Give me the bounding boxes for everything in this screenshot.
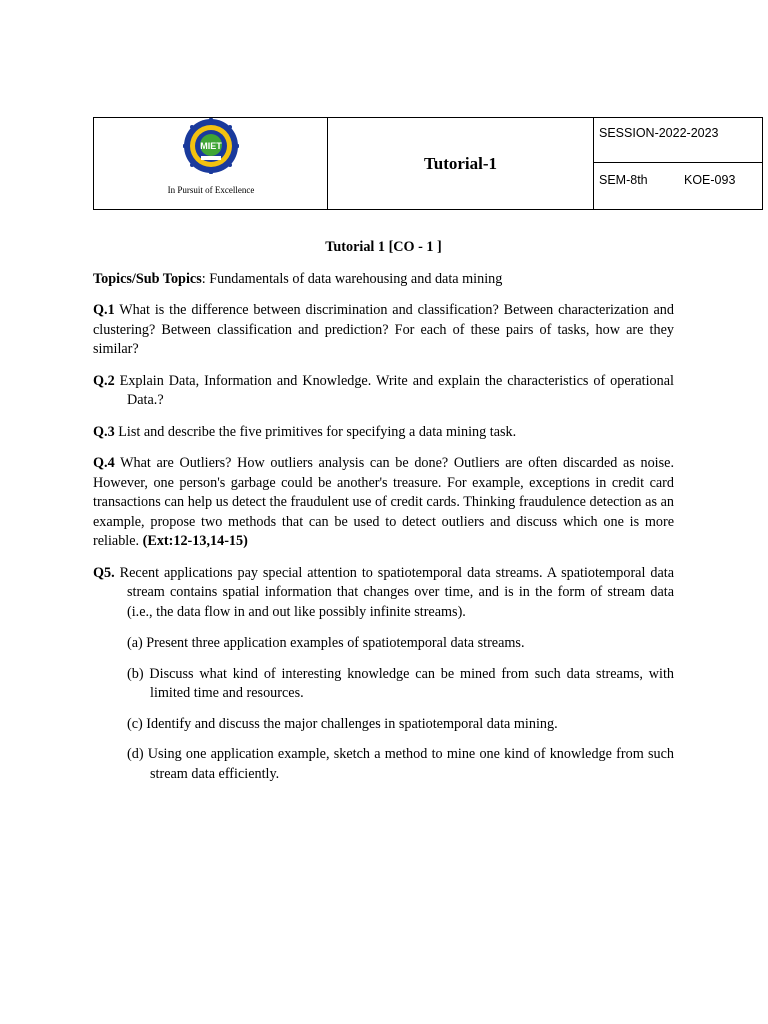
tutorial-content <box>93 238 674 795</box>
question-text: List and describe the five primitives for specifying a data mining task. <box>114 423 517 440</box>
question-5 <box>93 564 674 623</box>
logo-cell <box>94 118 328 209</box>
tutorial-heading: Tutorial 1 [CO - 1 ] <box>325 239 442 255</box>
question-text: What is the difference between discrimination and classification? Between characterization and clustering? Between classification and prediction? For each of these pairs of tasks, how are they similar? <box>93 302 674 357</box>
question-5-part-c: (c) Identify and discuss the major challenges in spatiotemporal data mining. <box>127 715 558 732</box>
question-label: Q.4 <box>93 455 115 471</box>
session-cell <box>594 118 762 209</box>
question-1 <box>93 301 674 360</box>
question-label: Q.2 <box>93 372 115 389</box>
topics-text: : Fundamentals of data warehousing and data mining <box>201 270 503 287</box>
semester-label: SEM-8th <box>599 173 648 187</box>
question-5-part-d: (d) Using one application example, sketch a method to mine one kind of knowledge from such stream data efficiently. <box>127 746 674 782</box>
institute-motto: In Pursuit of Excellence <box>167 185 255 195</box>
question-text: What are Outliers? How outliers analysis can be done? Outliers are often discarded as noise. However, one person's garbage could be another's treasure. For example, exceptions in credit card transactions can help us detect the fraudulent use of credit cards. Thinking fraudulence detection as an example, propose two methods that can be used to detect outliers and discuss which one is more reliable. <box>93 455 674 549</box>
question-3 <box>93 423 674 443</box>
question-label: Q.1 <box>93 302 115 318</box>
semester-row <box>594 163 762 209</box>
svg-text:MIET: MIET <box>200 141 222 151</box>
course-code: KOE-093 <box>684 173 736 187</box>
question-label: Q.3 <box>93 423 115 440</box>
question-4 <box>93 454 674 552</box>
question-5-part-a: (a) Present three application examples of spatiotemporal data streams. <box>127 635 525 651</box>
header-table <box>93 117 763 210</box>
topics-label: Topics/Sub Topics <box>93 270 202 287</box>
question-text: Recent applications pay special attention to spatiotemporal data streams. A spatiotemporal data stream contains spatial information that changes over time, and is in the form of stream data (i.e., the data flow in and out like possibly infinite streams). <box>114 564 674 620</box>
question-reference: (Ext:12-13,14-15) <box>142 533 248 549</box>
session-label: SESSION-2022-2023 <box>594 118 762 163</box>
institute-logo <box>183 118 239 174</box>
topics-line <box>93 270 674 290</box>
question-text: Explain Data, Information and Knowledge. Write and explain the characteristics of operational Data.? <box>114 372 674 408</box>
question-2 <box>93 372 674 411</box>
question-label: Q5. <box>93 564 115 581</box>
document-title: Tutorial-1 <box>423 153 498 173</box>
title-cell <box>328 118 594 209</box>
question-5-part-b: (b) Discuss what kind of interesting knowledge can be mined from such data streams, with limited time and resources. <box>127 665 674 701</box>
